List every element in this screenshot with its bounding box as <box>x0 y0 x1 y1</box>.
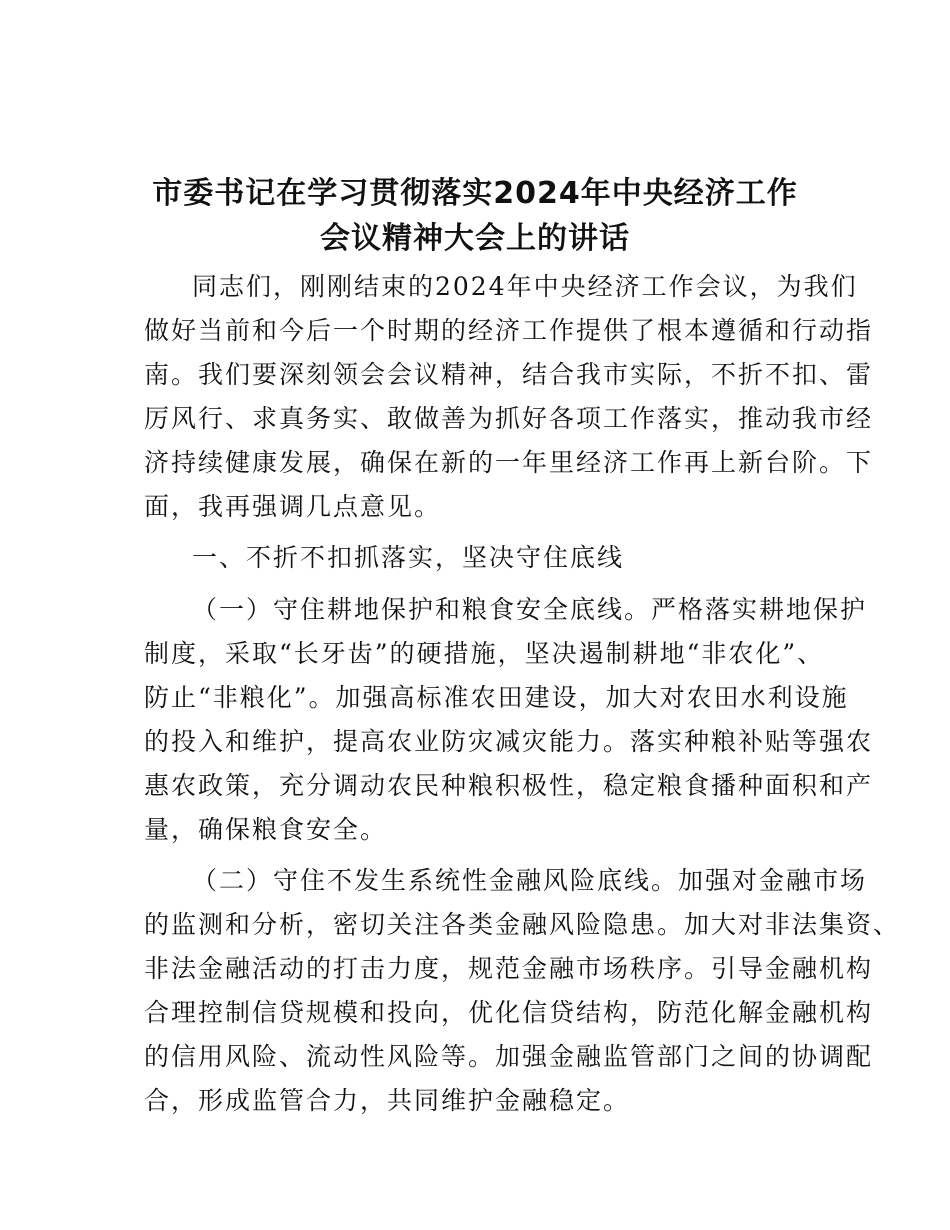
paragraph-line: 济持续健康发展，确保在新的一年里经济工作再上新台阶。下 <box>144 448 874 477</box>
paragraph-line: 惠农政策，充分调动农民种粮积极性，稳定粮食播种面积和产 <box>144 771 874 800</box>
paragraph-line: 南。我们要深刻领会会议精神，结合我市实际，不折不扣、雷 <box>144 360 874 389</box>
paragraph-line: 量，确保粮食安全。 <box>144 815 388 844</box>
document-title-line-1: 市委书记在学习贯彻落实2024年中央经济工作 <box>152 176 798 211</box>
paragraph-line: （一）守住耕地保护和粮食安全底线。严格落实耕地保护 <box>192 595 868 624</box>
paragraph-line: 制度，采取“长牙齿”的硬措施，坚决遏制耕地“非农化”、 <box>144 639 825 668</box>
paragraph-line: 的监测和分析，密切关注各类金融风险隐患。加大对非法集资、 <box>144 910 901 939</box>
section-heading: 一、不折不扣抓落实，坚决守住底线 <box>192 543 625 572</box>
paragraph-line: 非法金融活动的打击力度，规范金融市场秩序。引导金融机构 <box>144 954 874 983</box>
paragraph-line: 厉风行、求真务实、敢做善为抓好各项工作落实，推动我市经 <box>144 404 874 433</box>
paragraph-line: 的投入和维护，提高农业防灾减灾能力。落实种粮补贴等强农 <box>144 727 874 756</box>
paragraph-line: 面，我再强调几点意见。 <box>144 492 442 521</box>
paragraph-line: 合理控制信贷规模和投向，优化信贷结构，防范化解金融机构 <box>144 998 874 1027</box>
paragraph-line: 防止“非粮化”。加强高标准农田建设，加大对农田水利设施 <box>144 683 849 712</box>
paragraph-line: 同志们，刚刚结束的2024年中央经济工作会议，为我们 <box>192 272 858 301</box>
paragraph-line: 合，形成监管合力，共同维护金融稳定。 <box>144 1086 631 1115</box>
paragraph-line: 做好当前和今后一个时期的经济工作提供了根本遵循和行动指 <box>144 316 874 345</box>
paragraph-line: （二）守住不发生系统性金融风险底线。加强对金融市场 <box>192 866 868 895</box>
document-title-line-2: 会议精神大会上的讲话 <box>320 221 630 256</box>
paragraph-line: 的信用风险、流动性风险等。加强金融监管部门之间的协调配 <box>144 1042 874 1071</box>
